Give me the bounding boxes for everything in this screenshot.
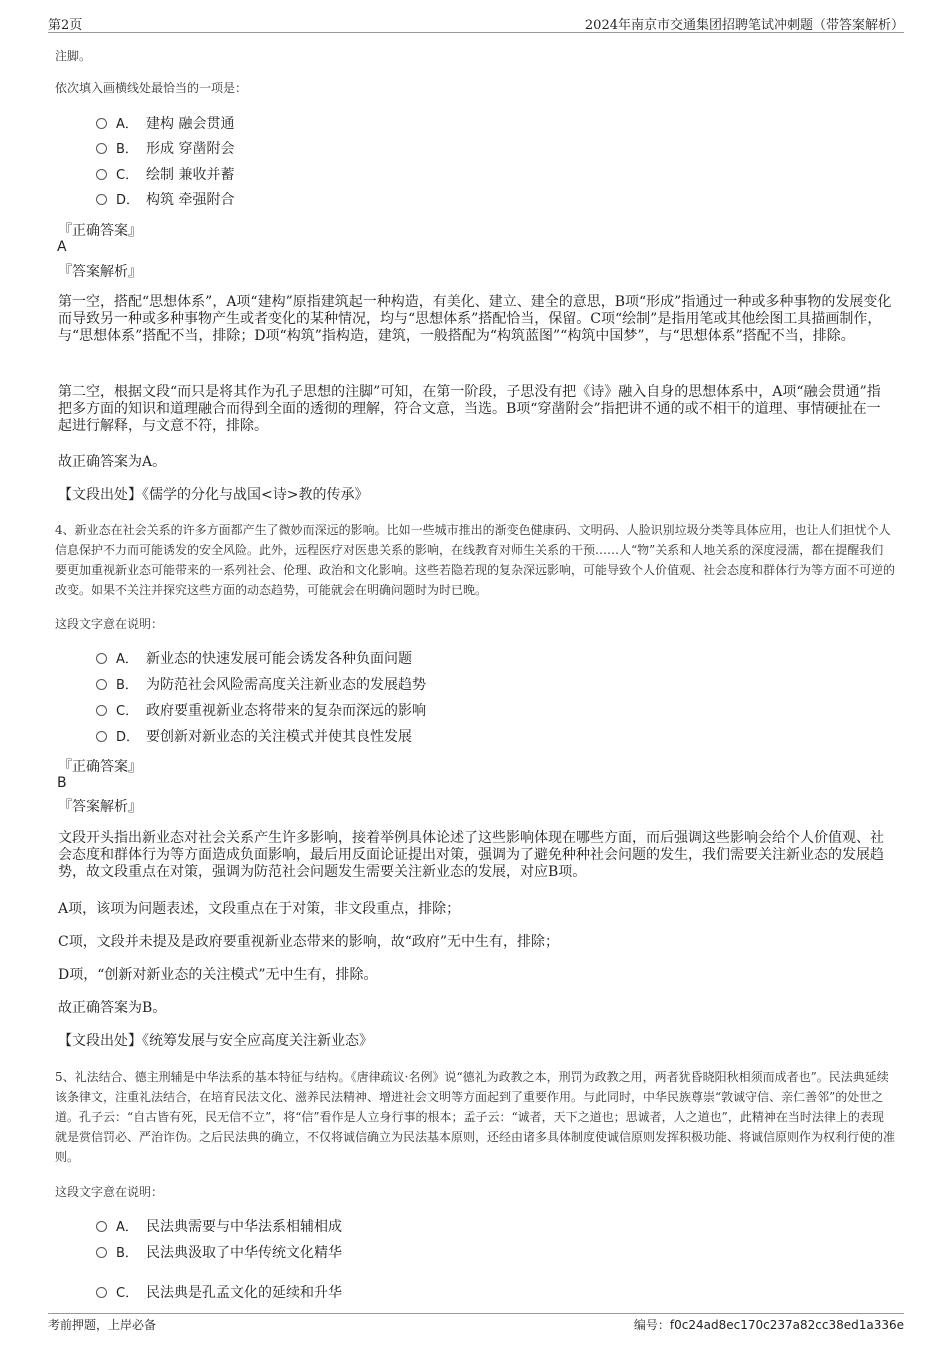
- q3-option-c[interactable]: C． 绘制 兼收并蓄: [96, 165, 234, 185]
- radio-icon[interactable]: [96, 1221, 107, 1232]
- q3-source: 【文段出处】《儒学的分化与战国<诗>教的传承》: [58, 487, 369, 503]
- radio-icon[interactable]: [96, 653, 107, 664]
- radio-icon[interactable]: [96, 731, 107, 742]
- q4-prompt: 这段文字意在说明：: [55, 617, 164, 631]
- document-title: 2024年南京市交通集团招聘笔试冲刺题（带答案解析）: [584, 18, 904, 33]
- q4-option-d[interactable]: D． 要创新对新业态的关注模式并使其良性发展: [96, 727, 412, 747]
- q3-prompt: 依次填入画横线处最恰当的一项是：: [55, 81, 248, 95]
- q4-analysis-label: 『答案解析』: [58, 799, 142, 815]
- q3-analysis-p2: 第二空，根据文段“而只是将其作为孔子思想的注脚”可知，在第一阶段，子思没有把《诗》融入自身的思想体系中，A项“融会贯通”指把多方面的知识和道理融合而得到全面的透彻的理解，符合文意，当选。B项“穿凿附会”指把讲不通的或不相干的道理、事情硬扯在一起进行解释，与文意不符，排除。: [58, 384, 881, 434]
- q4-analysis-p4: D项，“创新对新业态的关注模式”无中生有，排除。: [58, 967, 378, 983]
- q3-option-d[interactable]: D． 构筑 牵强附合: [96, 190, 234, 210]
- radio-icon[interactable]: [96, 118, 107, 129]
- q3-option-a[interactable]: A． 建构 融会贯通: [96, 114, 234, 134]
- q4-option-a[interactable]: A． 新业态的快速发展可能会诱发各种负面问题: [96, 649, 412, 669]
- radio-icon[interactable]: [96, 169, 107, 180]
- q3-analysis-label: 『答案解析』: [58, 264, 142, 280]
- page-footer: [48, 1313, 904, 1334]
- stem-continuation: 注脚。: [55, 49, 92, 63]
- q4-source: 【文段出处】《统筹发展与安全应高度关注新业态》: [58, 1033, 373, 1049]
- radio-icon[interactable]: [96, 1247, 107, 1258]
- q4-analysis-p1: 文段开头指出新业态对社会关系产生许多影响，接着举例具体论述了这些影响体现在哪些方面，而后强调这些影响会给个人价值观、社会态度和群体行为等方面造成负面影响，最后用反面论证提出对策，强调为了避免种种社会问题的发生，我们需要关注新业态的发展趋势，故文段重点在对策，强调为防范社会问题发生需要关注新业态的发展，对应B项。: [58, 830, 884, 880]
- q3-answer-label: 『正确答案』: [58, 223, 142, 239]
- radio-icon[interactable]: [96, 1287, 107, 1298]
- q3-analysis-p3: 故正确答案为A。: [58, 454, 167, 470]
- radio-icon[interactable]: [96, 679, 107, 690]
- document-code: 编号：f0c24ad8ec170c237a82cc38ed1a336e: [633, 1318, 904, 1332]
- q4-answer-label: 『正确答案』: [58, 759, 142, 775]
- radio-icon[interactable]: [96, 705, 107, 716]
- q5-option-c[interactable]: C． 民法典是孔孟文化的延续和升华: [96, 1283, 342, 1303]
- q5-prompt: 这段文字意在说明：: [55, 1185, 164, 1199]
- q4-option-c[interactable]: C． 政府要重视新业态将带来的复杂而深远的影响: [96, 701, 426, 721]
- q3-option-b[interactable]: B． 形成 穿凿附会: [96, 139, 234, 159]
- q4-analysis-p5: 故正确答案为B。: [58, 1000, 167, 1016]
- page-number: 第2页: [48, 18, 83, 33]
- q4-option-b[interactable]: B． 为防范社会风险需高度关注新业态的发展趋势: [96, 675, 426, 695]
- q4-analysis-p2: A项，该项为问题表述，文段重点在于对策，非文段重点，排除；: [58, 901, 461, 917]
- q3-answer: A: [57, 239, 67, 255]
- q4-analysis-p3: C项，文段并未提及是政府要重视新业态带来的影响，故“政府”无中生有，排除；: [58, 934, 560, 950]
- q5-stem: 5、礼法结合、德主刑辅是中华法系的基本特征与结构。《唐律疏议·名例》说“德礼为政教之本，刑罚为政教之用，两者犹昏晓阳秋相须而成者也”。民法典延续该条律文，注重礼法结合，在培育民法文化、滋养民法精神、增进社会文明等方面起到了重要作用。与此同时，中华民族尊崇“敦诚守信、亲仁善邻”的处世之道。孔子云：“自古皆有死，民无信不立”，将“信”看作是人立身行事的根本；孟子云：“诚者，天下之道也；思诚者，人之道也”，此精神在当时法律上的表现就是赏信罚必、严治诈伪。之后民法典的确立，不仅将诚信确立为民法基本原则，还经由诸多具体制度使诚信原则发挥积极功能、将诚信原则作为权利行使的准则。: [55, 1070, 896, 1164]
- q5-option-b[interactable]: B． 民法典汲取了中华传统文化精华: [96, 1243, 342, 1263]
- q4-answer: B: [57, 775, 67, 791]
- radio-icon[interactable]: [96, 143, 107, 154]
- radio-icon[interactable]: [96, 194, 107, 205]
- q5-option-a[interactable]: A． 民法典需要与中华法系相辅相成: [96, 1217, 342, 1237]
- q3-analysis-p1: 第一空，搭配“思想体系”，A项“建构”原指建筑起一种构造，有美化、建立、建全的意思，B项“形成”指通过一种或多种事物的发展变化而导致另一种或多种事物产生或者变化的某种情况，均与“思想体系”搭配恰当，保留。C项“绘制”是指用笔或其他绘图工具描画制作，与“思想体系”搭配不当，排除；D项“构筑”指构造，建筑，一般搭配为“构筑蓝图”“构筑中国梦”，与“思想体系”搭配不当，排除。: [58, 294, 892, 344]
- page-header: [48, 12, 904, 33]
- footer-slogan: 考前押题，上岸必备: [48, 1318, 157, 1332]
- q4-stem: 4、新业态在社会关系的许多方面都产生了微妙而深远的影响。比如一些城市推出的渐变色健康码、文明码、人脸识别垃圾分类等具体应用，也让人们担忧个人信息保护不力而可能诱发的安全风险。此外，远程医疗对医患关系的影响，在线教育对师生关系的干预……人“物”关系和人地关系的深度浸濡，都在提醒我们要更加重视新业态可能带来的一系列社会、伦理、政治和文化影响。这些若隐若现的复杂深远影响，可能导致个人价值观、社会态度和群体行为等方面不可逆的改变。如果不关注并探究这些方面的动态趋势，可能就会在明确问题时为时已晚。: [55, 523, 896, 597]
